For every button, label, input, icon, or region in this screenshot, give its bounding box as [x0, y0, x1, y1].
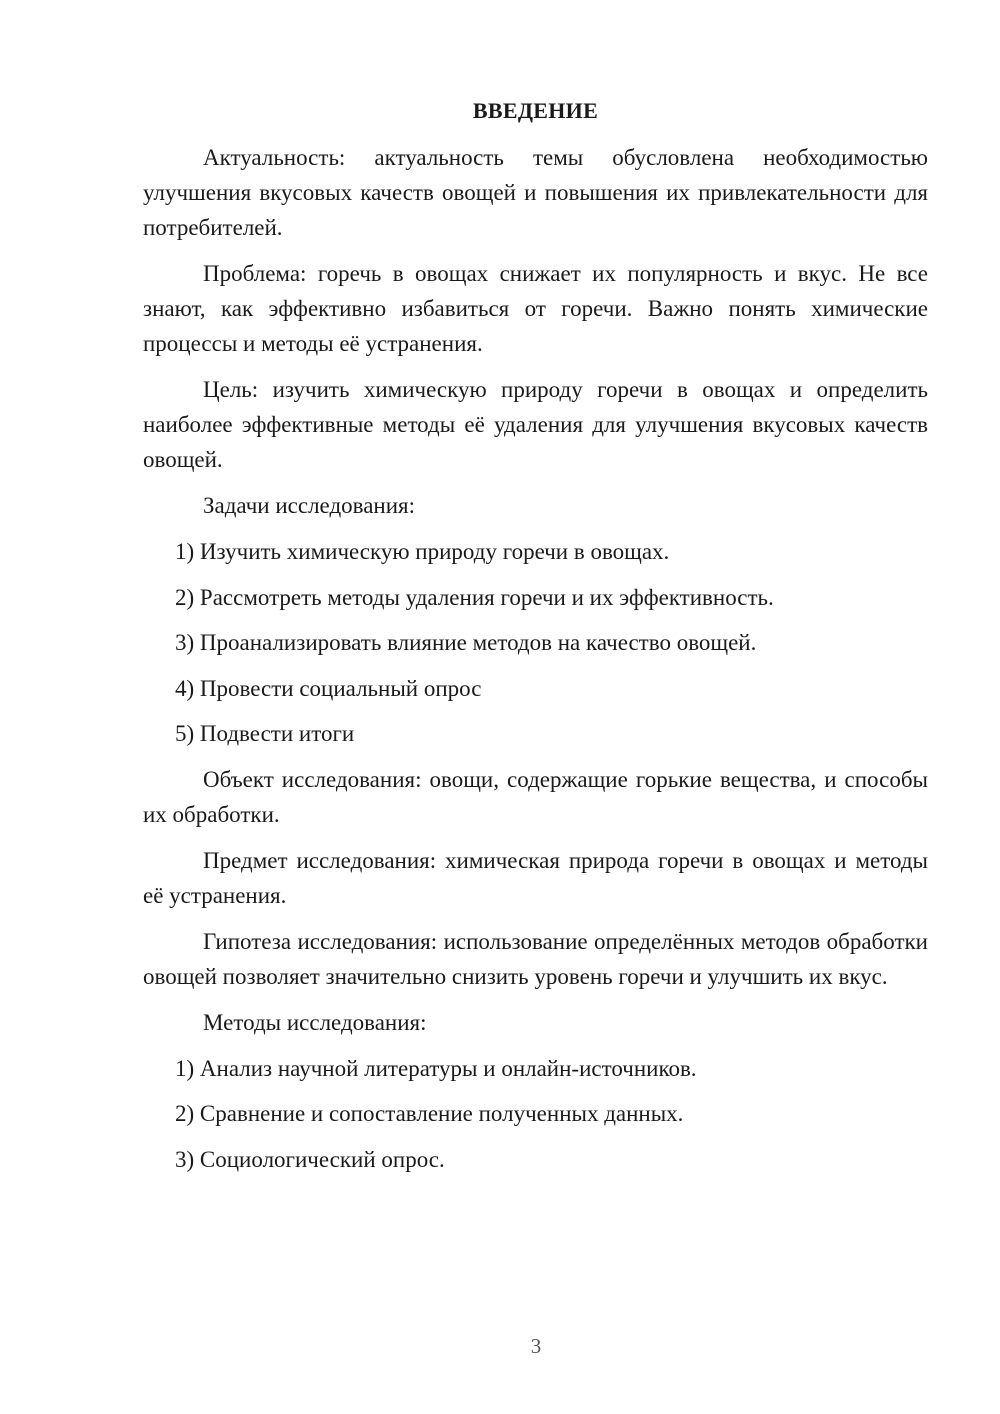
list-item: 5) Подвести итоги — [175, 721, 355, 746]
list-item: 3) Социологический опрос. — [175, 1146, 445, 1172]
list-item: 1) Анализ научной литературы и онлайн-источников. — [175, 1055, 697, 1081]
page-title: ВВЕДЕНИЕ — [472, 98, 599, 123]
page-number: 3 — [530, 1334, 542, 1358]
list-item: 3) Проанализировать влияние методов на качество овощей. — [175, 630, 757, 655]
tasks-heading: Задачи исследования: — [203, 493, 416, 518]
methods-heading: Методы исследования: — [203, 1009, 427, 1035]
relevance-paragraph: Актуальность: актуальность темы обусловлена необходимостью улучшения вкусовых качеств овощей и повышения их привлекательности для потребителей. — [143, 145, 928, 240]
list-item: 2) Рассмотреть методы удаления горечи и их эффективность. — [175, 584, 774, 610]
hypothesis-paragraph: Гипотеза исследования: использование определённых методов обработки овощей позволяет значительно снизить уровень горечи и улучшить их вкус. — [143, 928, 928, 989]
subject-paragraph: Предмет исследования: химическая природа горечи в овощах и методы её устранения. — [143, 847, 928, 908]
page-content — [143, 96, 928, 1187]
list-item: 1) Изучить химическую природу горечи в овощах. — [175, 539, 670, 564]
list-item: 2) Сравнение и сопоставление полученных данных. — [175, 1101, 684, 1126]
goal-paragraph: Цель: изучить химическую природу горечи в овощах и определить наиболее эффективные методы её удаления для улучшения вкусовых качеств овощей. — [143, 377, 928, 472]
list-item: 4) Провести социальный опрос — [175, 675, 482, 701]
problem-paragraph: Проблема: горечь в овощах снижает их популярность и вкус. Не все знают, как эффективно избавиться от горечи. Важно понять химические процессы и методы её устранения. — [143, 261, 928, 356]
object-paragraph: Объект исследования: овощи, содержащие горькие вещества, и способы их обработки. — [143, 766, 928, 827]
methods-list — [143, 1051, 928, 1177]
tasks-list — [143, 534, 928, 751]
